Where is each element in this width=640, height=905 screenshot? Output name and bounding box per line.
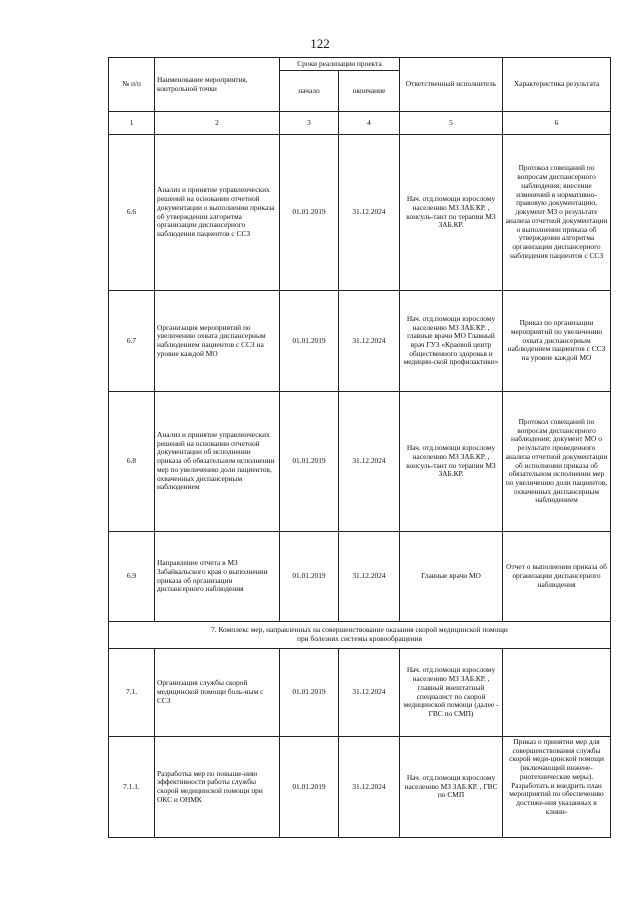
row-responsible: Главные врачи МО — [400, 532, 503, 622]
column-number: 1 — [109, 112, 155, 135]
section-heading-line1: 7. Комплекс мер, направленных на совершенствование оказания скорой медицинской помощи — [211, 625, 508, 635]
activities-table — [108, 57, 611, 838]
row-start: 01.01.2019 — [280, 135, 339, 291]
row-name: Организация службы скорой медицинской помощи боль-ным с ССЗ — [155, 649, 280, 737]
row-result — [503, 649, 611, 737]
row-responsible: Нач. отд.помощи взрослому населению МЗ ЗАБ.КР. , главный внештатный специалист по скорой медицинской помощи (далее - ГВС по СМП) — [400, 649, 503, 737]
table-row — [109, 135, 611, 291]
row-result: Приказ по организации мероприятий по увеличению охвата диспансерным наблюдением пациентов с ССЗ на уровне каждой МО — [503, 291, 611, 392]
section-heading-line2: при болезнях системы кровообращения — [296, 634, 423, 643]
column-number: 3 — [280, 112, 339, 135]
column-numbers-row — [109, 112, 611, 135]
header-name: Наименование мероприятия, контрольной точки — [155, 58, 280, 112]
row-end: 31.12.2024 — [339, 392, 400, 532]
row-start: 01.01.2019 — [280, 737, 339, 838]
row-result: Протокол совещаний по вопросам диспансерного наблюдения; внесение изменений в нормативно-правовую документацию, документ МЗ о результате анализа отчетной документации о выполнении приказа об утверждении алгоритма организации диспансерного наблюдения пациентов с ССЗ — [503, 135, 611, 291]
row-num: 7.1.1. — [109, 737, 155, 838]
row-name: Организация мероприятий по увеличению охвата диспансерным наблюдением пациентов с ССЗ на уровне каждой МО — [155, 291, 280, 392]
column-number: 2 — [155, 112, 280, 135]
table-row — [109, 737, 611, 838]
row-responsible: Нач. отд.помощи взрослому населению МЗ ЗАБ.КР. , ГВС по СМП — [400, 737, 503, 838]
table-row — [109, 291, 611, 392]
header-num: № п/п — [109, 58, 155, 112]
row-name: Анализ и принятие управленческих решений на основании отчетной документации об исполнении приказа об обязательном исполнении мер по увеличению доли пациентов, охваченных диспансерным наблюдением — [155, 392, 280, 532]
row-start: 01.01.2019 — [280, 291, 339, 392]
row-result: Отчет о выполнении приказа об организации диспансерного наблюдения — [503, 532, 611, 622]
header-start: начало — [280, 71, 339, 112]
row-name: Направление отчета в МЗ Забайкальского края о выполнении приказа об организации диспансерного наблюдения — [155, 532, 280, 622]
header-end: окончание — [339, 71, 400, 112]
column-number: 5 — [400, 112, 503, 135]
table-row — [109, 392, 611, 532]
row-result-cell — [503, 737, 611, 838]
row-start: 01.01.2019 — [280, 649, 339, 737]
row-responsible: Нач. отд.помощи взрослому населению МЗ ЗАБ.КР. , главные врачи МО Главный врач ГУЗ «Краевой центр общественного здоровья и медицин-ской профилактики» — [400, 291, 503, 392]
row-end: 31.12.2024 — [339, 291, 400, 392]
row-start: 01.01.2019 — [280, 532, 339, 622]
row-num: 6.8 — [109, 392, 155, 532]
table-row — [109, 649, 611, 737]
row-end: 31.12.2024 — [339, 737, 400, 838]
table-row — [109, 532, 611, 622]
section-heading — [109, 622, 611, 649]
row-name: Разработка мер по повыше-нию эффективности работы службы скорой медицинской помощи при ОКС и ОНМК — [155, 737, 280, 838]
row-start: 01.01.2019 — [280, 392, 339, 532]
row-num: 6.9 — [109, 532, 155, 622]
row-num: 6.6 — [109, 135, 155, 291]
section-heading-row — [109, 622, 611, 649]
row-end: 31.12.2024 — [339, 135, 400, 291]
header-result: Характеристика результата — [503, 58, 611, 112]
row-end: 31.12.2024 — [339, 532, 400, 622]
row-responsible: Нач. отд.помощи взрослому населению МЗ ЗАБ.КР. , консуль-тант по терапии МЗ ЗАБ.КР. — [400, 392, 503, 532]
page-number: 122 — [310, 36, 330, 51]
row-num: 7.1. — [109, 649, 155, 737]
header-period: Сроки реализации проекта — [280, 58, 400, 71]
header-responsible: Ответственный исполнитель — [400, 58, 503, 112]
row-responsible: Нач. отд.помощи взрослому населению МЗ ЗАБ.КР. , консуль-тант по терапии МЗ ЗАБ.КР. — [400, 135, 503, 291]
row-result: Протокол совещаний по вопросам диспансерного наблюдения; документ МО о результате проведенного анализа отчетной документации об исполнении приказа об обязательном исполнении мер по увеличению доли пациентов, охваченных диспансерным наблюдением — [503, 392, 611, 532]
table-header-row — [109, 58, 611, 71]
row-name: Анализ и принятие управленческих решений на основании отчетной документации о выполнении приказа об утверждении алгоритма организации диспансерного наблюдения пациентов с ССЗ — [155, 135, 280, 291]
row-num: 6.7 — [109, 291, 155, 392]
row-result: Приказ о принятии мер для совершенствования службы скорой меди-цинской помощи (включающий инжене-рнотехнические меры). Разработать и внедрить план мероприятий по обеспечению достиже-ния указанных в клини- — [509, 738, 604, 816]
row-end: 31.12.2024 — [339, 649, 400, 737]
column-number: 4 — [339, 112, 400, 135]
column-number: 6 — [503, 112, 611, 135]
